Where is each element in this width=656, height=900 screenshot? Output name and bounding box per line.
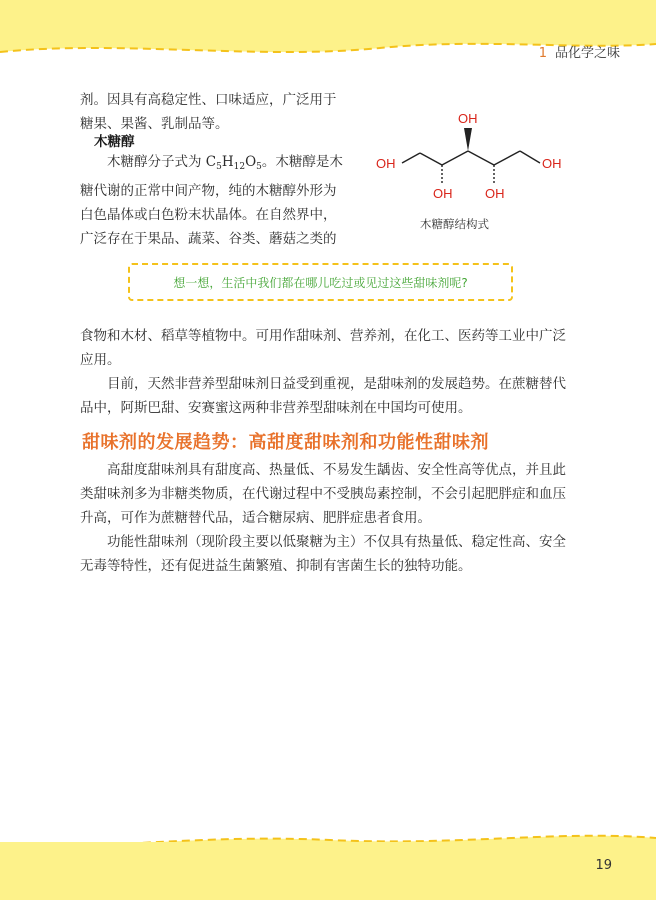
text-line: 广泛存在于果品、蔬菜、谷类、蘑菇之类的 <box>80 231 337 247</box>
oh-label: OH <box>485 186 505 201</box>
oh-label: OH <box>458 111 478 126</box>
formula-sub: 12 <box>233 162 246 172</box>
xylitol-structure-diagram <box>372 108 572 208</box>
bottom-paragraphs <box>80 458 578 578</box>
chapter-title: 品化学之味 <box>554 46 620 61</box>
section-title: 甜味剂的发展趋势：高甜度甜味剂和功能性甜味剂 <box>82 432 489 453</box>
page-number: 19 <box>595 858 612 873</box>
footer-band <box>0 842 656 900</box>
oh-label: OH <box>542 156 562 171</box>
think-prompt-text: 想一想，生活中我们都在哪儿吃过或见过这些甜味剂呢? <box>173 275 468 290</box>
paragraph: 功能性甜味剂（现阶段主要以低聚糖为主）不仅具有热量低、稳定性高、安全无毒等特性，还有促进益生菌繁殖、抑制有害菌生长的独特功能。 <box>80 534 566 574</box>
text-line: 白色晶体或白色粉末状晶体。在自然界中， <box>80 207 337 223</box>
structure-caption: 木糖醇结构式 <box>420 217 489 231</box>
middle-paragraphs <box>80 324 578 420</box>
formula-o: O <box>245 154 257 170</box>
xylitol-paragraph <box>80 150 360 251</box>
formula-sub: 5 <box>216 162 222 172</box>
formula-prefix: 木糖醇分子式为 C <box>107 154 217 170</box>
text-line: 糖代谢的正常中间产物，纯的木糖醇外形为 <box>80 183 337 199</box>
oh-label: OH <box>376 156 396 171</box>
paragraph: 高甜度甜味剂具有甜度高、热量低、不易发生龋齿、安全性高等优点，并且此类甜味剂多为非糖类物质，在代谢过程中不受胰岛素控制，不会引起肥胖症和血压升高，可作为蔗糖替代品，适合糖尿病、肥胖症患者食用。 <box>80 462 566 526</box>
chapter-header <box>539 42 620 61</box>
chapter-number: 1 <box>538 46 547 61</box>
formula-suffix: 。木糖醇是木 <box>261 154 343 170</box>
formula-sub: 5 <box>256 162 262 172</box>
xylitol-heading: 木糖醇 <box>94 134 135 150</box>
paragraph: 目前，天然非营养型甜味剂日益受到重视，是甜味剂的发展趋势。在蔗糖替代品中，阿斯巴甜、安赛蜜这两种非营养型甜味剂在中国均可使用。 <box>80 376 566 416</box>
oh-label: OH <box>433 186 453 201</box>
paragraph: 食物和木材、稻草等植物中。可用作甜味剂、营养剂，在化工、医药等工业中广泛应用。 <box>80 328 566 368</box>
formula-h: H <box>221 154 234 170</box>
intro-paragraph <box>80 88 380 136</box>
text-line: 剂。因具有高稳定性、口味适应，广泛用于 <box>80 92 337 108</box>
formula-line <box>80 150 360 179</box>
think-prompt-box <box>128 263 513 301</box>
text-line: 糖果、果酱、乳制品等。 <box>80 116 229 132</box>
